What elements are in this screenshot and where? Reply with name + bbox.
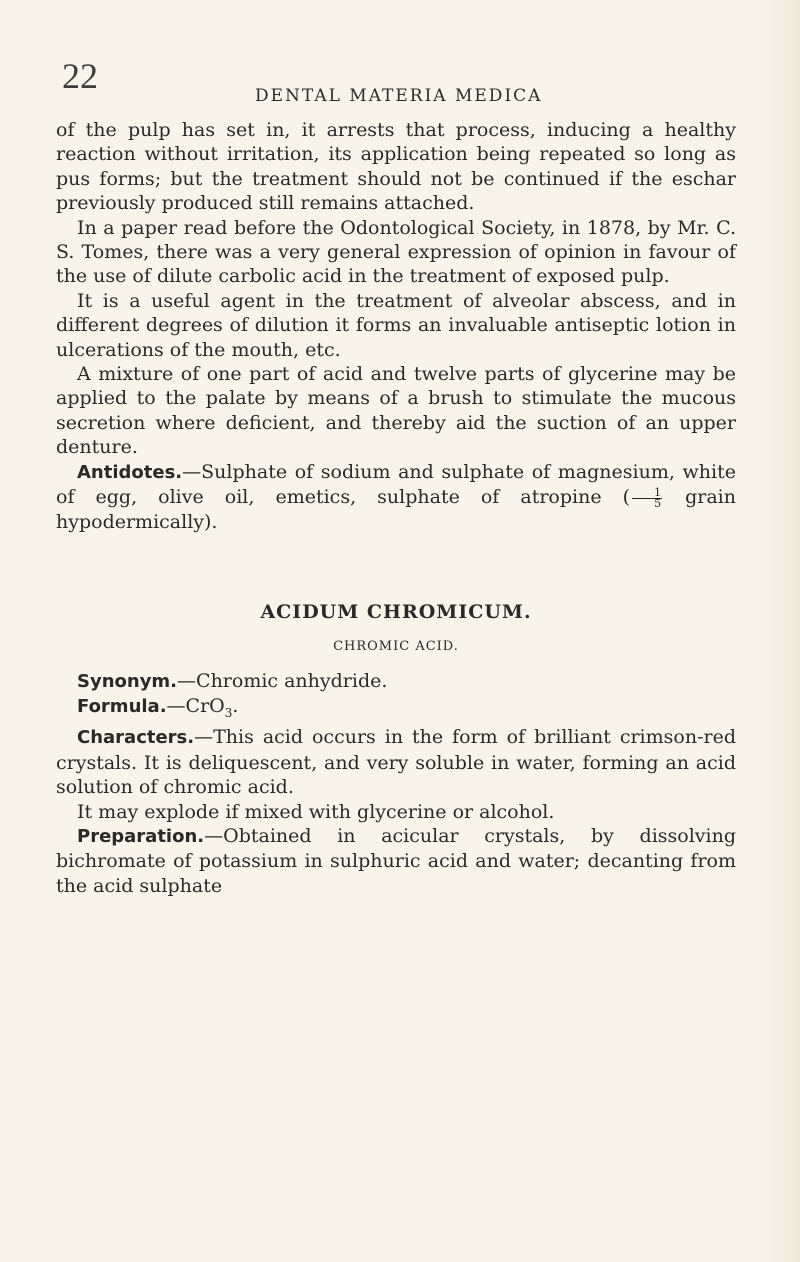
formula-text: —CrO [166,695,225,718]
paragraph-formula [56,694,736,725]
page-edge-shadow [760,0,800,1262]
antidotes-heading: Antidotes. [77,461,183,483]
paragraph-characters [56,725,736,799]
preparation-text: —Obtained in acicular crystals, by dissolving bichromate of potassium in sulphuric acid and water; decanting from the acid sulphate [56,824,736,897]
paragraph-alveolar-abscess: It is a useful agent in the treatment of alveolar abscess, and in different degrees of dilution it forms an invaluable antiseptic lotion in ulcerations of the mouth, etc. [56,289,736,361]
fraction [632,485,662,510]
characters-heading: Characters. [77,727,195,749]
paragraph-synonym [56,669,736,694]
fraction-denominator: 5 [654,496,662,510]
formula-subscript: 3 [224,705,233,720]
paragraph-preparation [56,824,736,898]
antidotes-text-end: grain hypodermically). [56,486,736,533]
synonym-heading: Synonym. [77,670,178,692]
formula-heading: Formula. [77,696,167,718]
paragraph-glycerine-mixture: A mixture of one part of acid and twelve parts of glycerine may be applied to the palate by means of a brush to stimulate the mucous secretion where deficient, and thereby aid the suction of an upper denture. [56,363,736,459]
preparation-heading: Preparation. [77,825,205,847]
section-title: ACIDUM CHROMICUM. [260,600,532,623]
antidotes-text: —Sulphate of sodium and sulphate of magnesium, white of egg, olive oil, emetics, sulphate of atropine ( [56,460,736,509]
formula-end: . [232,695,239,718]
paragraph-explode: It may explode if mixed with glycerine or alcohol. [77,800,555,823]
section-subtitle: CHROMIC ACID. [333,639,459,655]
characters-text: —This acid occurs in the form of brilliant crimson-red crystals. It is deliquescent, and very soluble in water, forming an acid solution of chromic acid. [56,726,736,799]
paragraph-pulp-treatment: of the pulp has set in, it arrests that process, inducing a healthy reaction without irritation, its application being repeated so long as pus forms; but the treatment should not be continued if the eschar previously produced still remains attached. [56,119,736,215]
paragraph-antidotes [56,460,736,534]
page-number: 22 [62,56,98,96]
synonym-text: —Chromic anhydride. [177,669,388,692]
running-head: DENTAL MATERIA MEDICA [255,86,543,106]
page-body [56,118,736,898]
fraction-numerator: 1 [632,488,662,499]
paragraph-odontological-society: In a paper read before the Odontological Society, in 1878, by Mr. C. S. Tomes, there was a very general expression of opinion in favour of the use of dilute carbolic acid in the treatment of exposed pulp. [56,216,736,288]
